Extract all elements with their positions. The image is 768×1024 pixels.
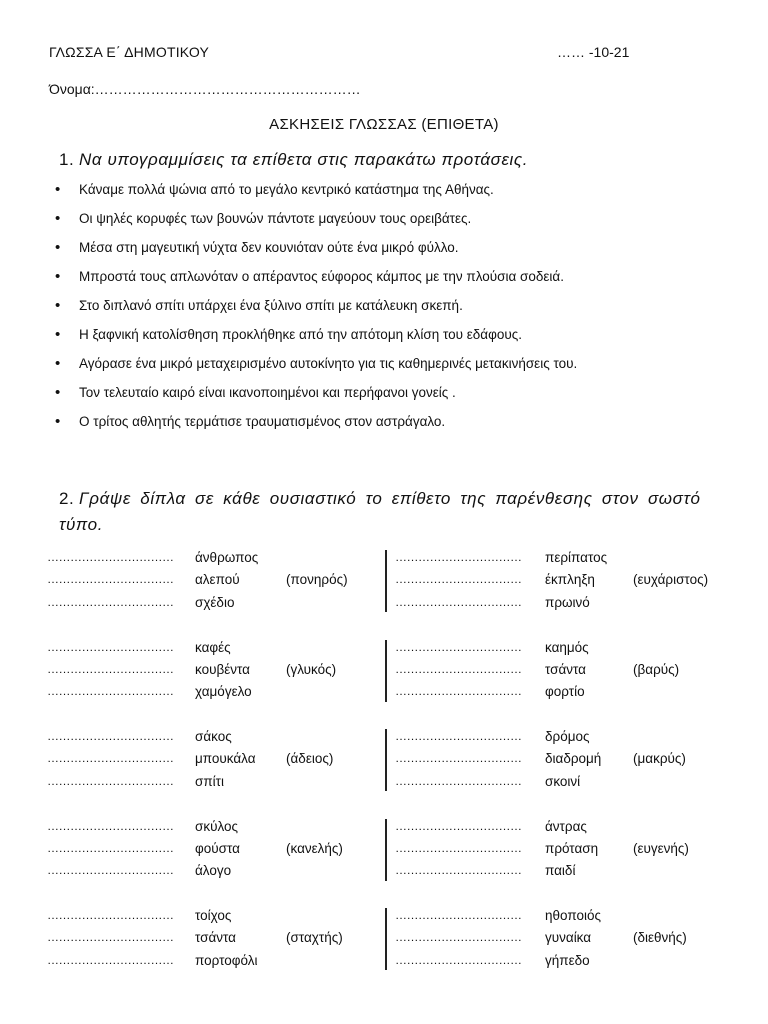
adjective-hint: (βαρύς) bbox=[633, 661, 680, 677]
answer-blank[interactable]: …………………………… bbox=[47, 572, 174, 587]
noun-label: καφές bbox=[195, 639, 231, 655]
answer-blank[interactable]: …………………………… bbox=[47, 684, 174, 699]
word-row bbox=[0, 593, 768, 615]
noun-label: έκπληξη bbox=[545, 572, 595, 588]
word-row bbox=[0, 772, 768, 794]
sentence-item bbox=[55, 175, 577, 204]
word-row bbox=[0, 951, 768, 973]
noun-label: πρωινό bbox=[545, 594, 590, 610]
answer-blank[interactable]: …………………………… bbox=[395, 818, 522, 833]
sentence-text: Μέσα στη μαγευτική νύχτα δεν κουνιόταν ούτε ένα μικρό φύλλο. bbox=[79, 240, 459, 255]
answer-blank[interactable]: …………………………… bbox=[47, 840, 174, 855]
adjective-hint: (ευχάριστος) bbox=[633, 572, 709, 588]
sentence-item bbox=[55, 349, 577, 378]
noun-label: παιδί bbox=[545, 863, 576, 879]
noun-label: σπίτι bbox=[195, 773, 224, 789]
answer-blank[interactable]: …………………………… bbox=[395, 863, 522, 878]
noun-label: τσάντα bbox=[195, 930, 236, 946]
word-row bbox=[0, 638, 768, 660]
noun-label: τοίχος bbox=[195, 908, 232, 923]
word-group bbox=[0, 817, 768, 907]
noun-label: φούστα bbox=[195, 840, 240, 856]
sentence-text: Τον τελευταίο καιρό είναι ικανοποιημένοι και περήφανοι γονείς . bbox=[79, 385, 456, 400]
word-group bbox=[0, 548, 768, 638]
noun-label: διαδρομή bbox=[545, 751, 602, 767]
adjective-hint: (κανελής) bbox=[286, 840, 343, 856]
noun-label: γήπεδο bbox=[545, 952, 590, 968]
noun-label: γυναίκα bbox=[545, 930, 592, 946]
answer-blank[interactable]: …………………………… bbox=[395, 930, 522, 945]
sentence-item bbox=[55, 407, 577, 436]
sentence-item bbox=[55, 204, 577, 233]
noun-label: χαμόγελο bbox=[195, 684, 252, 700]
answer-blank[interactable]: …………………………… bbox=[395, 572, 522, 587]
adjective-hint: (μακρύς) bbox=[633, 751, 686, 767]
noun-label: ηθοποιός bbox=[545, 908, 601, 923]
word-row bbox=[0, 727, 768, 749]
noun-label: καημός bbox=[545, 639, 589, 655]
answer-blank[interactable]: …………………………… bbox=[395, 594, 522, 609]
adjective-hint: (άδειος) bbox=[286, 751, 334, 767]
noun-label: μπουκάλα bbox=[195, 751, 256, 767]
adjective-hint: (ευγενής) bbox=[633, 840, 689, 856]
answer-blank[interactable]: …………………………… bbox=[47, 639, 174, 654]
bullet-icon: • bbox=[55, 181, 61, 198]
word-group bbox=[0, 638, 768, 728]
page-title: ΑΣΚΗΣΕΙΣ ΓΛΩΣΣΑΣ (ΕΠΙΘΕΤΑ) bbox=[269, 116, 499, 133]
date-field: …… -10-21 bbox=[557, 44, 630, 60]
word-row bbox=[0, 861, 768, 883]
answer-blank[interactable]: …………………………… bbox=[395, 840, 522, 855]
bullet-icon: • bbox=[55, 355, 61, 372]
bullet-icon: • bbox=[55, 239, 61, 256]
answer-blank[interactable]: …………………………… bbox=[395, 952, 522, 967]
noun-label: άντρας bbox=[545, 818, 587, 834]
noun-label: αλεπού bbox=[195, 572, 240, 588]
noun-label: σκύλος bbox=[195, 818, 239, 834]
bullet-icon: • bbox=[55, 210, 61, 227]
word-group bbox=[0, 906, 768, 996]
sentence-item bbox=[55, 291, 577, 320]
task-2-text: Γράψε δίπλα σε κάθε ουσιαστικό το επίθετο της παρένθεσης στον σωστό τύπο. bbox=[59, 489, 701, 534]
adjective-hint: (σταχτής) bbox=[286, 930, 343, 946]
answer-blank[interactable]: …………………………… bbox=[47, 773, 174, 788]
task-1-number: 1. bbox=[59, 150, 75, 169]
answer-blank[interactable]: …………………………… bbox=[47, 729, 174, 743]
answer-blank[interactable]: …………………………… bbox=[47, 751, 174, 766]
answer-blank[interactable]: …………………………… bbox=[395, 639, 522, 654]
answer-blank[interactable]: …………………………… bbox=[47, 908, 174, 922]
noun-label: πρόταση bbox=[545, 840, 599, 856]
answer-blank[interactable]: …………………………… bbox=[395, 661, 522, 676]
answer-blank[interactable]: …………………………… bbox=[395, 908, 522, 922]
word-row bbox=[0, 570, 768, 592]
word-group bbox=[0, 727, 768, 817]
noun-label: κουβέντα bbox=[195, 661, 250, 677]
noun-label: πορτοφόλι bbox=[195, 952, 258, 968]
word-row bbox=[0, 548, 768, 570]
answer-blank[interactable]: …………………………… bbox=[47, 863, 174, 878]
adjective-hint: (πονηρός) bbox=[286, 572, 348, 588]
sentence-text: Μπροστά τους απλωνόταν ο απέραντος εύφορος κάμπος με την πλούσια σοδειά. bbox=[79, 269, 564, 284]
sentence-text: Η ξαφνική κατολίσθηση προκλήθηκε από την απότομη κλίση του εδάφους. bbox=[79, 327, 522, 342]
bullet-icon: • bbox=[55, 326, 61, 343]
bullet-icon: • bbox=[55, 297, 61, 314]
answer-blank[interactable]: …………………………… bbox=[47, 661, 174, 676]
subject-heading: ΓΛΩΣΣΑ Ε΄ ΔΗΜΟΤΙΚΟΥ bbox=[49, 44, 210, 60]
bullet-icon: • bbox=[55, 413, 61, 430]
noun-label: άλογο bbox=[195, 863, 232, 879]
noun-label: σχέδιο bbox=[195, 594, 235, 610]
answer-blank[interactable]: …………………………… bbox=[395, 684, 522, 699]
sentence-item bbox=[55, 262, 577, 291]
task-2-number: 2. bbox=[59, 489, 75, 508]
noun-label: φορτίο bbox=[545, 684, 585, 700]
bullet-icon: • bbox=[55, 384, 61, 401]
answer-blank[interactable]: …………………………… bbox=[395, 729, 522, 743]
adjective-hint: (γλυκός) bbox=[286, 661, 337, 677]
noun-label: σκοινί bbox=[545, 773, 581, 789]
sentence-text: Ο τρίτος αθλητής τερμάτισε τραυματισμένος στον αστράγαλο. bbox=[79, 414, 446, 429]
task-1-instruction bbox=[59, 150, 528, 170]
noun-label: τσάντα bbox=[545, 661, 586, 677]
bullet-icon: • bbox=[55, 268, 61, 285]
word-row bbox=[0, 749, 768, 771]
sentence-item bbox=[55, 320, 577, 349]
answer-blank[interactable]: …………………………… bbox=[47, 930, 174, 945]
answer-blank[interactable]: …………………………… bbox=[395, 751, 522, 766]
sentence-text: Κάναμε πολλά ψώνια από το μεγάλο κεντρικό κατάστημα της Αθήνας. bbox=[79, 182, 494, 197]
word-row bbox=[0, 660, 768, 682]
name-field: Όνομα:………………………………………………… bbox=[49, 81, 361, 97]
word-row bbox=[0, 817, 768, 839]
answer-blank[interactable]: …………………………… bbox=[395, 550, 522, 564]
task-1-text: Να υπογραμμίσεις τα επίθετα στις παρακάτω προτάσεις. bbox=[79, 150, 529, 169]
noun-label: σάκος bbox=[195, 729, 232, 744]
fill-in-table bbox=[0, 548, 768, 996]
sentence-item bbox=[55, 233, 577, 262]
noun-label: δρόμος bbox=[545, 729, 590, 744]
sentence-item bbox=[55, 378, 577, 407]
word-row bbox=[0, 839, 768, 861]
answer-blank[interactable]: …………………………… bbox=[47, 594, 174, 609]
sentence-text: Οι ψηλές κορυφές των βουνών πάντοτε μαγεύουν τους ορειβάτες. bbox=[79, 211, 472, 226]
adjective-hint: (διεθνής) bbox=[633, 930, 687, 946]
word-row bbox=[0, 906, 768, 928]
sentence-list bbox=[55, 175, 577, 436]
noun-label: άνθρωπος bbox=[195, 550, 259, 565]
task-2-instruction bbox=[59, 486, 723, 538]
answer-blank[interactable]: …………………………… bbox=[47, 818, 174, 833]
sentence-text: Στο διπλανό σπίτι υπάρχει ένα ξύλινο σπίτι με κατάλευκη σκεπή. bbox=[79, 298, 463, 313]
noun-label: περίπατος bbox=[545, 550, 608, 565]
word-row bbox=[0, 928, 768, 950]
answer-blank[interactable]: …………………………… bbox=[395, 773, 522, 788]
answer-blank[interactable]: …………………………… bbox=[47, 952, 174, 967]
answer-blank[interactable]: …………………………… bbox=[47, 550, 174, 564]
sentence-text: Αγόρασε ένα μικρό μεταχειρισμένο αυτοκίνητο για τις καθημερινές μετακινήσεις του. bbox=[79, 356, 578, 371]
word-row bbox=[0, 682, 768, 704]
